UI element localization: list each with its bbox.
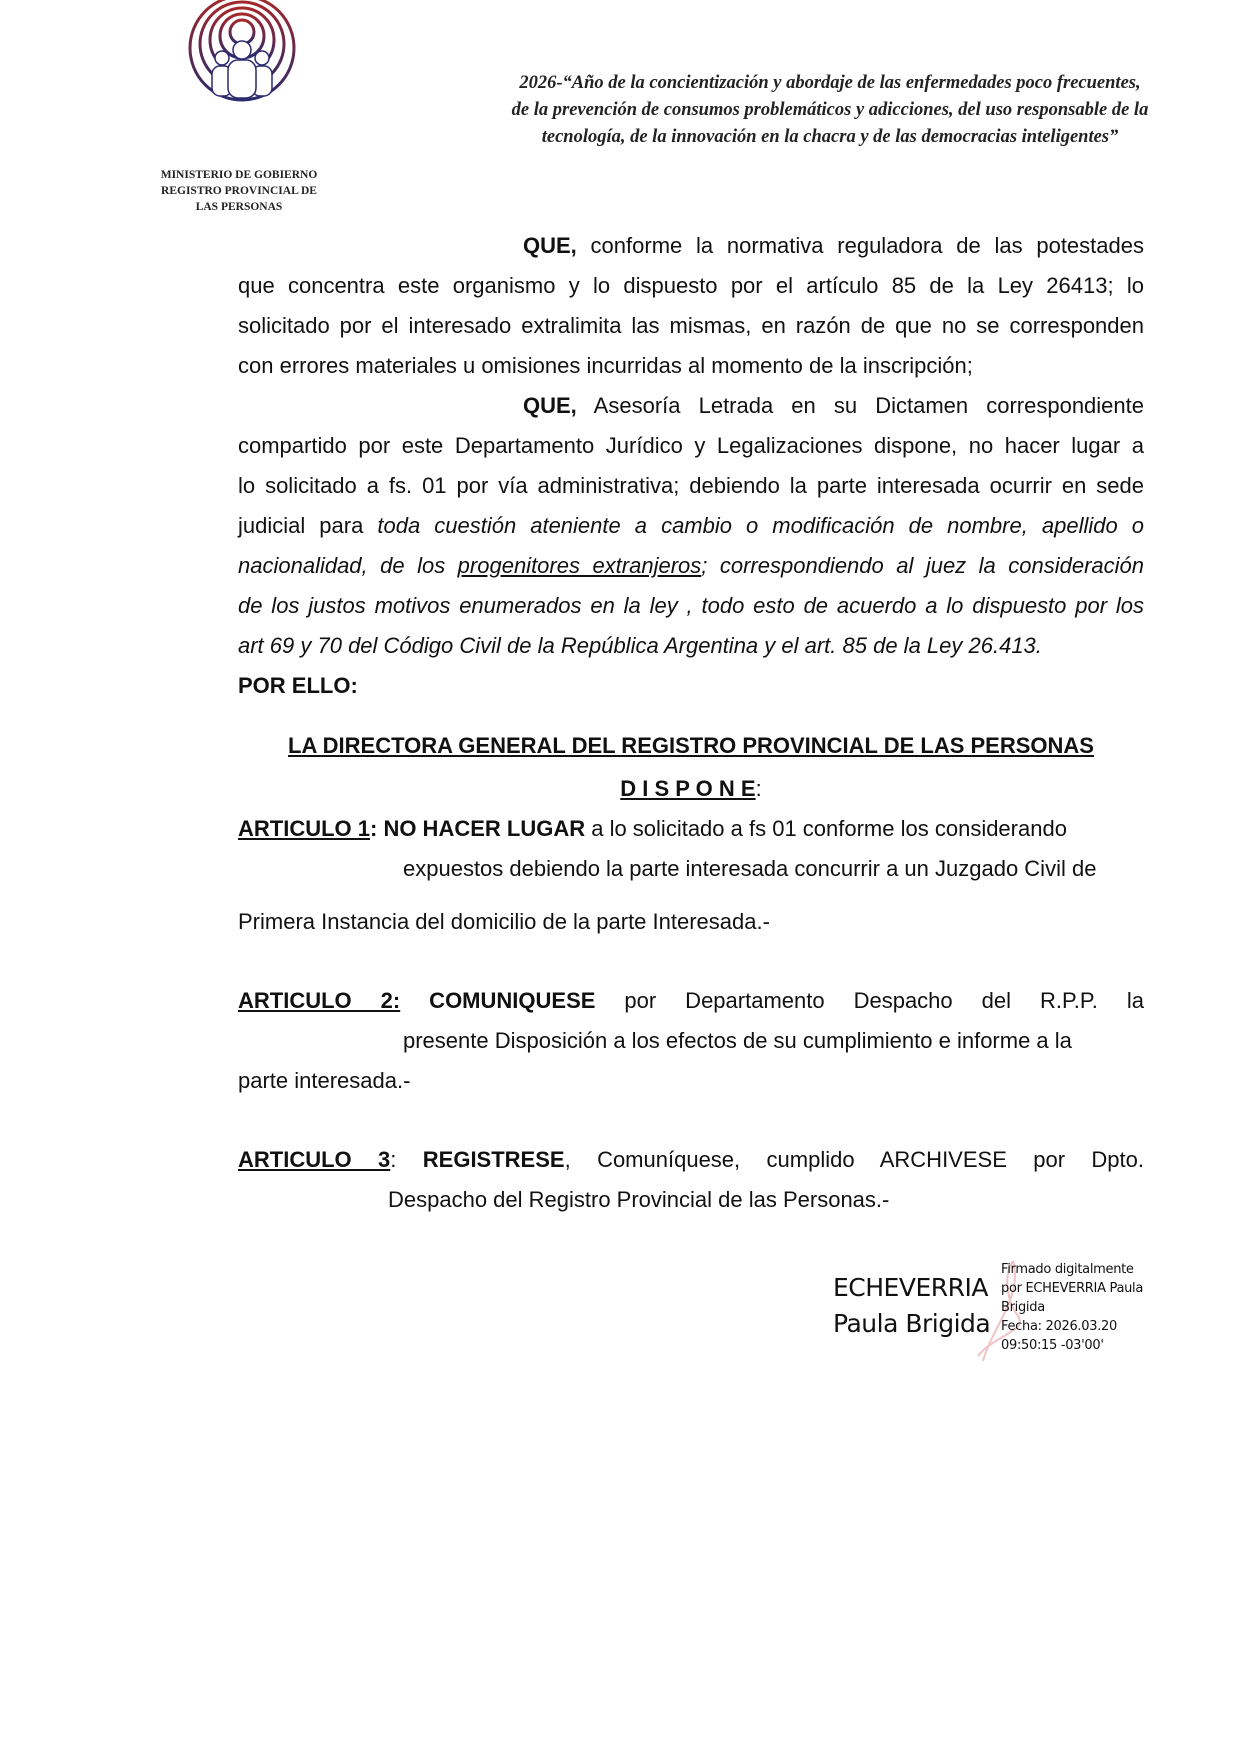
text-segment: LA DIRECTORA GENERAL DEL REGISTRO PROVINCIAL DE LAS PERSONAS — [288, 733, 1094, 758]
body-line — [388, 1187, 889, 1213]
body-line — [238, 353, 973, 379]
text-segment: : — [390, 1147, 423, 1172]
text-segment: ARTICULO 1 — [238, 816, 370, 841]
body-line — [238, 433, 1144, 459]
body-line — [238, 513, 1144, 539]
signer-given-names: Paula Brigida — [833, 1309, 991, 1338]
text-segment: Despacho del Registro Provincial de las Personas.- — [388, 1187, 890, 1212]
text-segment: nacionalidad, de los — [238, 553, 458, 578]
text-segment: por Departamento Despacho del R.P.P. la — [595, 988, 1144, 1013]
text-segment: parte interesada.- — [238, 1068, 411, 1093]
body-line — [238, 473, 1144, 499]
text-segment: que concentra este organismo y lo dispuesto por el artículo 85 de la Ley 26413; lo — [238, 273, 1144, 298]
text-segment: Primera Instancia del domicilio de la parte Interesada.- — [238, 909, 770, 934]
text-segment: de los justos motivos enumerados en la ley , todo esto de acuerdo a lo dispuesto por los — [238, 593, 1144, 618]
text-segment: Asesoría Letrada en su Dictamen correspondiente — [576, 393, 1144, 418]
signature-info-line: por ECHEVERRIA Paula — [1001, 1281, 1144, 1296]
text-segment: a lo solicitado a fs 01 conforme los considerando — [585, 816, 1067, 841]
text-segment: presente Disposición a los efectos de su cumplimiento e informe a la — [403, 1028, 1072, 1053]
signature-info — [1001, 1260, 1143, 1355]
signature-info-line: Brigida — [1001, 1300, 1045, 1315]
ministry-line: REGISTRO PROVINCIAL DE — [161, 185, 317, 197]
body-line — [238, 776, 1144, 802]
body-line — [403, 1028, 1072, 1054]
text-segment: ARTICULO 2: — [238, 988, 401, 1013]
text-segment: : — [755, 776, 762, 801]
text-segment: expuestos debiendo la parte interesada concurrir a un Juzgado Civil de — [403, 856, 1097, 881]
body-line — [238, 313, 1144, 339]
body-line — [238, 1147, 1144, 1173]
body-line — [238, 1068, 410, 1094]
text-segment: progenitores extranjeros — [457, 553, 702, 578]
ministry-line: MINISTERIO DE GOBIERNO — [160, 169, 318, 181]
text-segment: D I S P O N E — [620, 776, 756, 801]
motto-line: tecnología, de la innovación en la chacra y de las democracias inteligentes” — [541, 127, 1119, 147]
text-segment: , Comuníquese, cumplido ARCHIVESE por Dpto. — [564, 1147, 1144, 1172]
body-line — [523, 233, 1144, 259]
text-segment: QUE, — [523, 393, 577, 418]
body-line — [238, 593, 1144, 619]
text-segment: compartido por este Departamento Jurídico y Legalizaciones dispone, no hacer lugar a — [238, 433, 1144, 458]
signature-date: Fecha: 2026.03.20 — [1001, 1319, 1117, 1334]
text-segment: REGISTRESE — [422, 1147, 565, 1172]
signer-name — [833, 1270, 990, 1342]
body-line — [403, 856, 1096, 882]
motto-line: de la prevención de consumos problemáticos y adicciones, del uso responsable de la — [511, 100, 1149, 120]
signer-surname: ECHEVERRIA — [833, 1273, 988, 1302]
year-motto — [440, 70, 1220, 151]
text-segment: solicitado por el interesado extralimita las mismas, en razón de que no se corresponden — [238, 313, 1144, 338]
body-line — [238, 633, 1042, 659]
text-segment: ARTICULO 3 — [238, 1147, 391, 1172]
body-line — [238, 273, 1144, 299]
signature-info-line: Firmado digitalmente — [1001, 1262, 1134, 1277]
text-segment: lo solicitado a fs. 01 por vía administrativa; debiendo la parte interesada ocurrir en sede — [238, 473, 1144, 498]
text-segment: POR ELLO: — [238, 673, 358, 698]
signature-time: 09:50:15 -03'00' — [1001, 1338, 1104, 1353]
motto-line: 2026-“Año de la concientización y abordaje de las enfermedades poco frecuentes, — [519, 73, 1141, 93]
body-line — [238, 909, 770, 935]
text-segment: toda cuestión ateniente a cambio o modificación de nombre, apellido o — [377, 513, 1144, 538]
text-segment: judicial para — [238, 513, 378, 538]
text-segment: con errores materiales u omisiones incurridas al momento de la inscripción; — [238, 353, 973, 378]
body-line — [238, 988, 1144, 1014]
ministry-heading — [139, 167, 339, 215]
text-segment: conforme la normativa reguladora de las potestades — [576, 233, 1144, 258]
body-line — [523, 393, 1144, 419]
body-line — [238, 673, 358, 699]
text-segment: ; correspondiendo al juez la consideración — [701, 553, 1144, 578]
text-segment: : NO HACER LUGAR — [370, 816, 586, 841]
body-line — [238, 816, 1067, 842]
text-segment: QUE, — [523, 233, 577, 258]
body-line — [238, 553, 1144, 579]
registry-logo — [184, 0, 300, 104]
body-line — [238, 733, 1144, 759]
text-segment: art 69 y 70 del Código Civil de la República Argentina y el art. 85 de la Ley 26.413. — [238, 633, 1042, 658]
text-segment: COMUNIQUESE — [400, 988, 596, 1013]
ministry-line: LAS PERSONAS — [195, 201, 283, 213]
